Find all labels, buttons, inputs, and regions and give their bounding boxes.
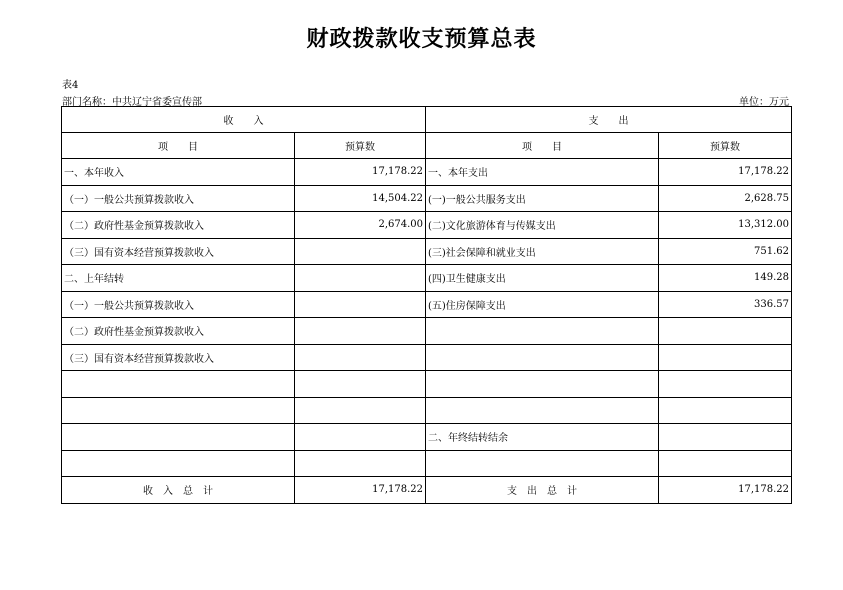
income-item-cell — [62, 424, 295, 451]
table-row — [62, 159, 792, 186]
income-item-cell: 一、本年收入 — [62, 159, 295, 186]
income-value-cell — [295, 265, 426, 292]
expense-item-cell: (二)文化旅游体育与传媒支出 — [426, 212, 659, 239]
expense-value-cell: 2,628.75 — [659, 185, 792, 212]
income-value-cell — [295, 371, 426, 398]
income-item-header: 项 目 — [62, 133, 295, 159]
table-row — [62, 238, 792, 265]
expense-value-cell: 17,178.22 — [659, 159, 792, 186]
header-row-2 — [62, 133, 792, 159]
income-header: 收 入 — [62, 107, 426, 133]
expense-item-header: 项 目 — [426, 133, 659, 159]
income-item-cell: （一）一般公共预算拨款收入 — [62, 291, 295, 318]
expense-item-cell — [426, 397, 659, 424]
income-budget-header: 预算数 — [295, 133, 426, 159]
income-value-cell — [295, 397, 426, 424]
totals-row — [62, 477, 792, 504]
expense-item-cell — [426, 344, 659, 371]
expense-item-cell: (一)一般公共服务支出 — [426, 185, 659, 212]
table-body — [62, 159, 792, 477]
expense-value-cell — [659, 318, 792, 345]
table-row — [62, 424, 792, 451]
table-row — [62, 265, 792, 292]
expense-budget-header: 预算数 — [659, 133, 792, 159]
expense-value-cell — [659, 397, 792, 424]
income-item-cell — [62, 450, 295, 477]
income-value-cell — [295, 291, 426, 318]
income-item-cell: （二）政府性基金预算拨款收入 — [62, 318, 295, 345]
income-item-cell: 二、上年结转 — [62, 265, 295, 292]
unit-label: 单位：万元 — [739, 97, 789, 108]
income-total-value: 17,178.22 — [295, 477, 426, 504]
expense-value-cell — [659, 344, 792, 371]
income-item-cell: （二）政府性基金预算拨款收入 — [62, 212, 295, 239]
expense-value-cell — [659, 424, 792, 451]
income-item-cell: （三）国有资本经营预算拨款收入 — [62, 238, 295, 265]
expense-item-cell: (五)住房保障支出 — [426, 291, 659, 318]
income-value-cell: 17,178.22 — [295, 159, 426, 186]
page-title: 财政拨款收支预算总表 — [306, 26, 537, 52]
budget-table — [61, 106, 792, 504]
income-value-cell — [295, 318, 426, 345]
income-value-cell: 14,504.22 — [295, 185, 426, 212]
income-value-cell — [295, 238, 426, 265]
expense-item-cell: (四)卫生健康支出 — [426, 265, 659, 292]
header-row-1 — [62, 107, 792, 133]
expense-total-value: 17,178.22 — [659, 477, 792, 504]
table-row — [62, 185, 792, 212]
income-value-cell — [295, 424, 426, 451]
expense-value-cell: 13,312.00 — [659, 212, 792, 239]
expense-value-cell: 751.62 — [659, 238, 792, 265]
income-value-cell — [295, 450, 426, 477]
expense-item-cell: (三)社会保障和就业支出 — [426, 238, 659, 265]
expense-header: 支 出 — [426, 107, 792, 133]
table-row — [62, 371, 792, 398]
table-row — [62, 344, 792, 371]
expense-item-cell — [426, 450, 659, 477]
income-item-cell — [62, 397, 295, 424]
expense-value-cell — [659, 371, 792, 398]
expense-item-cell: 一、本年支出 — [426, 159, 659, 186]
expense-total-label: 支 出 总 计 — [426, 477, 659, 504]
expense-value-cell: 336.57 — [659, 291, 792, 318]
income-item-cell: （一）一般公共预算拨款收入 — [62, 185, 295, 212]
expense-item-cell — [426, 318, 659, 345]
department-label: 部门名称：中共辽宁省委宣传部 — [62, 97, 202, 108]
expense-value-cell — [659, 450, 792, 477]
table-row — [62, 212, 792, 239]
table-row — [62, 318, 792, 345]
table-number: 表4 — [62, 80, 79, 91]
table-row — [62, 397, 792, 424]
expense-item-cell — [426, 371, 659, 398]
expense-value-cell: 149.28 — [659, 265, 792, 292]
table-row — [62, 291, 792, 318]
table-row — [62, 450, 792, 477]
income-item-cell — [62, 371, 295, 398]
income-item-cell: （三）国有资本经营预算拨款收入 — [62, 344, 295, 371]
income-total-label: 收 入 总 计 — [62, 477, 295, 504]
income-value-cell: 2,674.00 — [295, 212, 426, 239]
income-value-cell — [295, 344, 426, 371]
expense-item-cell: 二、年终结转结余 — [426, 424, 659, 451]
